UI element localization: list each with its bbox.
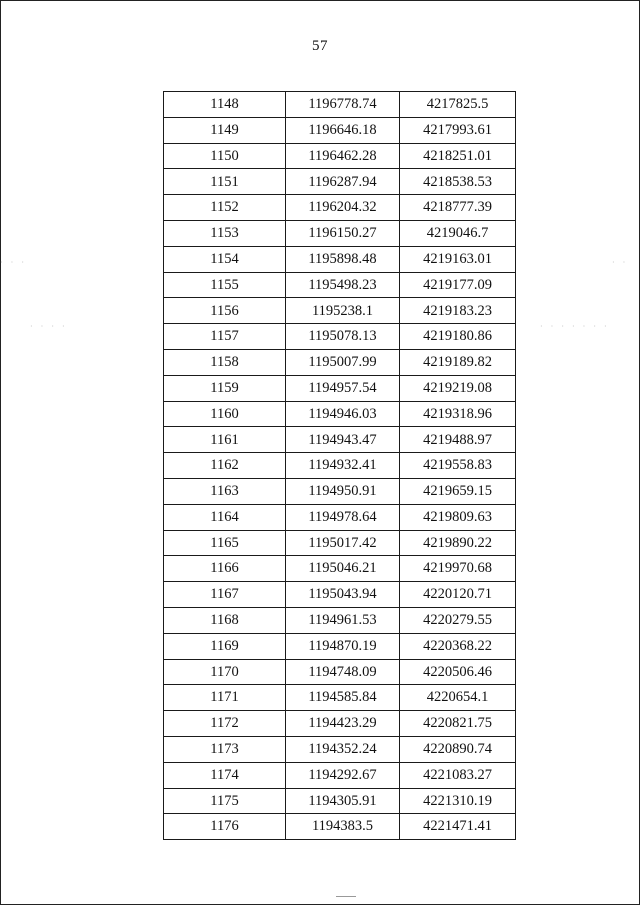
table-row <box>164 814 516 840</box>
point-number-cell: 1151 <box>164 169 286 195</box>
y-coordinate-cell: 4217993.61 <box>400 117 516 143</box>
table-row <box>164 556 516 582</box>
table-row <box>164 117 516 143</box>
point-number-cell: 1165 <box>164 530 286 556</box>
point-number-cell: 1152 <box>164 195 286 221</box>
table-row <box>164 324 516 350</box>
table-row <box>164 711 516 737</box>
y-coordinate-cell: 4220654.1 <box>400 685 516 711</box>
x-coordinate-cell: 1195238.1 <box>286 298 400 324</box>
point-number-cell: 1171 <box>164 685 286 711</box>
table-body <box>164 92 516 840</box>
y-coordinate-cell: 4219659.15 <box>400 478 516 504</box>
point-number-cell: 1149 <box>164 117 286 143</box>
y-coordinate-cell: 4220890.74 <box>400 736 516 762</box>
point-number-cell: 1168 <box>164 607 286 633</box>
x-coordinate-cell: 1194943.47 <box>286 427 400 453</box>
point-number-cell: 1176 <box>164 814 286 840</box>
point-number-cell: 1172 <box>164 711 286 737</box>
x-coordinate-cell: 1196646.18 <box>286 117 400 143</box>
x-coordinate-cell: 1196287.94 <box>286 169 400 195</box>
x-coordinate-cell: 1194950.91 <box>286 478 400 504</box>
y-coordinate-cell: 4219318.96 <box>400 401 516 427</box>
point-number-cell: 1153 <box>164 220 286 246</box>
y-coordinate-cell: 4220821.75 <box>400 711 516 737</box>
y-coordinate-cell: 4220120.71 <box>400 582 516 608</box>
point-number-cell: 1157 <box>164 324 286 350</box>
y-coordinate-cell: 4219219.08 <box>400 375 516 401</box>
table-row <box>164 788 516 814</box>
x-coordinate-cell: 1194870.19 <box>286 633 400 659</box>
table-row <box>164 762 516 788</box>
table-row <box>164 453 516 479</box>
x-coordinate-cell: 1195898.48 <box>286 246 400 272</box>
y-coordinate-cell: 4219970.68 <box>400 556 516 582</box>
point-number-cell: 1158 <box>164 349 286 375</box>
x-coordinate-cell: 1196778.74 <box>286 92 400 118</box>
scan-artifact-bottom <box>336 896 356 897</box>
table-row <box>164 169 516 195</box>
y-coordinate-cell: 4219558.83 <box>400 453 516 479</box>
table-row <box>164 582 516 608</box>
point-number-cell: 1164 <box>164 504 286 530</box>
scan-artifact-right-lower: · · · · · · · <box>540 322 610 331</box>
y-coordinate-cell: 4218251.01 <box>400 143 516 169</box>
point-number-cell: 1173 <box>164 736 286 762</box>
point-number-cell: 1150 <box>164 143 286 169</box>
x-coordinate-cell: 1194957.54 <box>286 375 400 401</box>
table-row <box>164 143 516 169</box>
point-number-cell: 1174 <box>164 762 286 788</box>
x-coordinate-cell: 1195043.94 <box>286 582 400 608</box>
table-row <box>164 633 516 659</box>
table-row <box>164 659 516 685</box>
table-row <box>164 685 516 711</box>
y-coordinate-cell: 4219809.63 <box>400 504 516 530</box>
point-number-cell: 1162 <box>164 453 286 479</box>
table-row <box>164 272 516 298</box>
x-coordinate-cell: 1194352.24 <box>286 736 400 762</box>
point-number-cell: 1155 <box>164 272 286 298</box>
y-coordinate-cell: 4219177.09 <box>400 272 516 298</box>
point-number-cell: 1169 <box>164 633 286 659</box>
point-number-cell: 1160 <box>164 401 286 427</box>
scan-artifact-right: · · <box>612 258 629 267</box>
y-coordinate-cell: 4217825.5 <box>400 92 516 118</box>
point-number-cell: 1175 <box>164 788 286 814</box>
point-number-cell: 1159 <box>164 375 286 401</box>
scan-artifact-left-lower: · · · · <box>30 322 68 331</box>
point-number-cell: 1154 <box>164 246 286 272</box>
y-coordinate-cell: 4220368.22 <box>400 633 516 659</box>
y-coordinate-cell: 4221083.27 <box>400 762 516 788</box>
y-coordinate-cell: 4219890.22 <box>400 530 516 556</box>
y-coordinate-cell: 4220506.46 <box>400 659 516 685</box>
y-coordinate-cell: 4219189.82 <box>400 349 516 375</box>
x-coordinate-cell: 1194423.29 <box>286 711 400 737</box>
x-coordinate-cell: 1196204.32 <box>286 195 400 221</box>
x-coordinate-cell: 1194292.67 <box>286 762 400 788</box>
table-row <box>164 375 516 401</box>
x-coordinate-cell: 1194748.09 <box>286 659 400 685</box>
table-row <box>164 478 516 504</box>
table-row <box>164 349 516 375</box>
y-coordinate-cell: 4221310.19 <box>400 788 516 814</box>
table-row <box>164 298 516 324</box>
y-coordinate-cell: 4219163.01 <box>400 246 516 272</box>
x-coordinate-cell: 1194305.91 <box>286 788 400 814</box>
y-coordinate-cell: 4218538.53 <box>400 169 516 195</box>
table-row <box>164 427 516 453</box>
x-coordinate-cell: 1195017.42 <box>286 530 400 556</box>
coordinates-table <box>163 91 516 840</box>
x-coordinate-cell: 1194946.03 <box>286 401 400 427</box>
scan-artifact-left: · · · <box>0 258 27 267</box>
table-row <box>164 401 516 427</box>
x-coordinate-cell: 1194383.5 <box>286 814 400 840</box>
point-number-cell: 1167 <box>164 582 286 608</box>
point-number-cell: 1166 <box>164 556 286 582</box>
y-coordinate-cell: 4219046.7 <box>400 220 516 246</box>
x-coordinate-cell: 1195046.21 <box>286 556 400 582</box>
table-row <box>164 530 516 556</box>
x-coordinate-cell: 1194978.64 <box>286 504 400 530</box>
point-number-cell: 1156 <box>164 298 286 324</box>
table-row <box>164 736 516 762</box>
x-coordinate-cell: 1195498.23 <box>286 272 400 298</box>
y-coordinate-cell: 4221471.41 <box>400 814 516 840</box>
table-row <box>164 195 516 221</box>
y-coordinate-cell: 4219180.86 <box>400 324 516 350</box>
point-number-cell: 1163 <box>164 478 286 504</box>
table-row <box>164 92 516 118</box>
y-coordinate-cell: 4218777.39 <box>400 195 516 221</box>
x-coordinate-cell: 1194932.41 <box>286 453 400 479</box>
y-coordinate-cell: 4220279.55 <box>400 607 516 633</box>
table-row <box>164 246 516 272</box>
page-number: 57 <box>312 38 328 54</box>
y-coordinate-cell: 4219488.97 <box>400 427 516 453</box>
table-row <box>164 607 516 633</box>
x-coordinate-cell: 1196150.27 <box>286 220 400 246</box>
point-number-cell: 1170 <box>164 659 286 685</box>
point-number-cell: 1161 <box>164 427 286 453</box>
table-row <box>164 504 516 530</box>
x-coordinate-cell: 1196462.28 <box>286 143 400 169</box>
x-coordinate-cell: 1194585.84 <box>286 685 400 711</box>
point-number-cell: 1148 <box>164 92 286 118</box>
x-coordinate-cell: 1195078.13 <box>286 324 400 350</box>
y-coordinate-cell: 4219183.23 <box>400 298 516 324</box>
x-coordinate-cell: 1194961.53 <box>286 607 400 633</box>
x-coordinate-cell: 1195007.99 <box>286 349 400 375</box>
table-row <box>164 220 516 246</box>
